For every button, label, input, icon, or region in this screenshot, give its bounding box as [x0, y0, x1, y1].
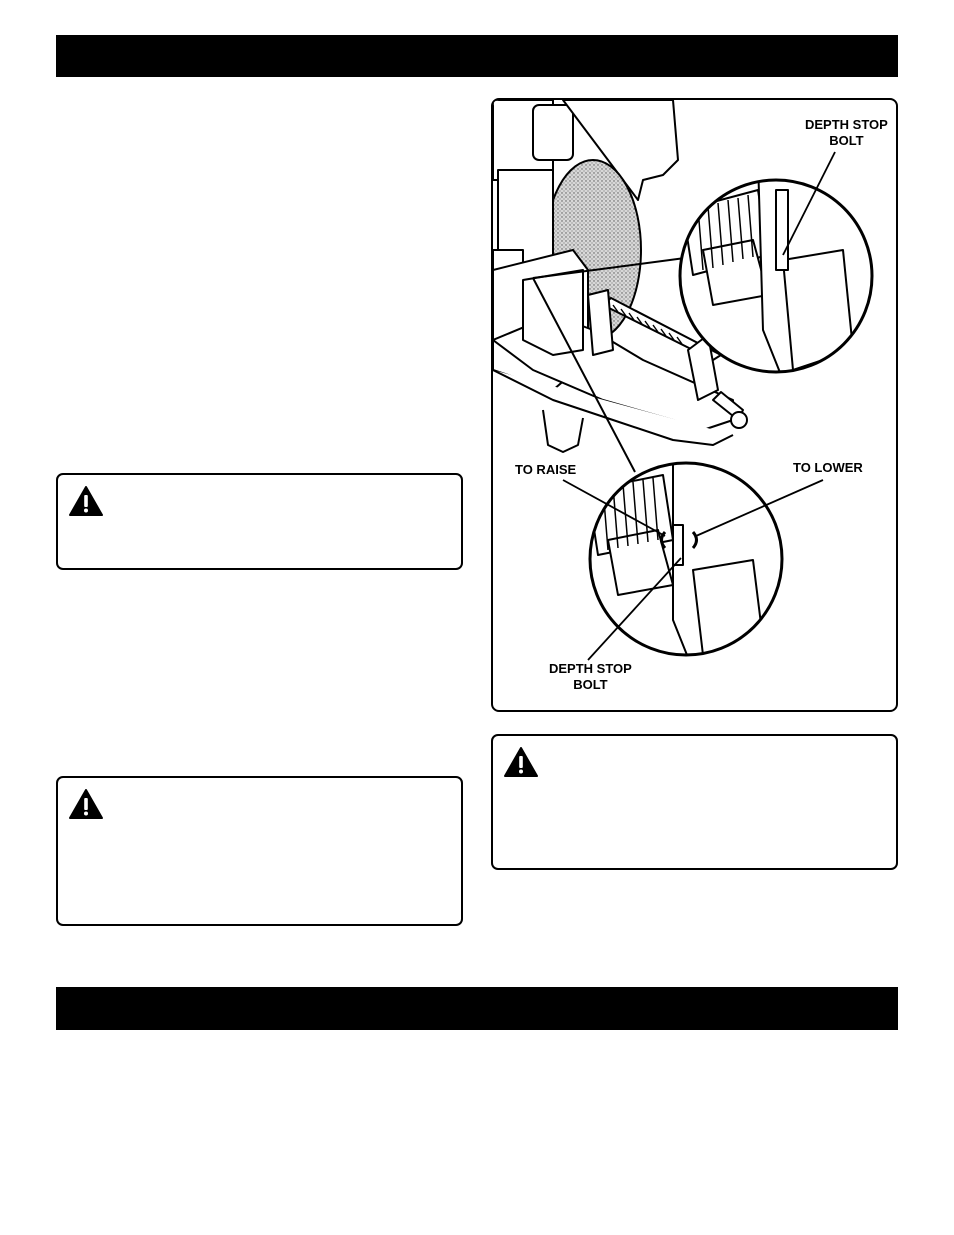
section-header-bar-bottom	[56, 987, 898, 1030]
saw-illustration	[493, 100, 898, 712]
warning-triangle-icon	[503, 746, 539, 778]
detail-circle-bottom	[588, 445, 783, 670]
warning-box-1	[56, 473, 463, 570]
section-header-bar-top	[56, 35, 898, 77]
warning-triangle-icon	[68, 788, 104, 820]
figure-depth-stop	[491, 98, 898, 712]
warning-box-2	[56, 776, 463, 926]
label-to-lower: TO LOWER	[793, 460, 863, 475]
label-depth-stop-bolt-top: DEPTH STOP BOLT	[805, 117, 888, 148]
label-depth-stop-bolt-bottom: DEPTH STOP BOLT	[549, 661, 632, 692]
label-to-raise: TO RAISE	[515, 462, 577, 477]
warning-triangle-icon	[68, 485, 104, 517]
warning-box-3	[491, 734, 898, 870]
